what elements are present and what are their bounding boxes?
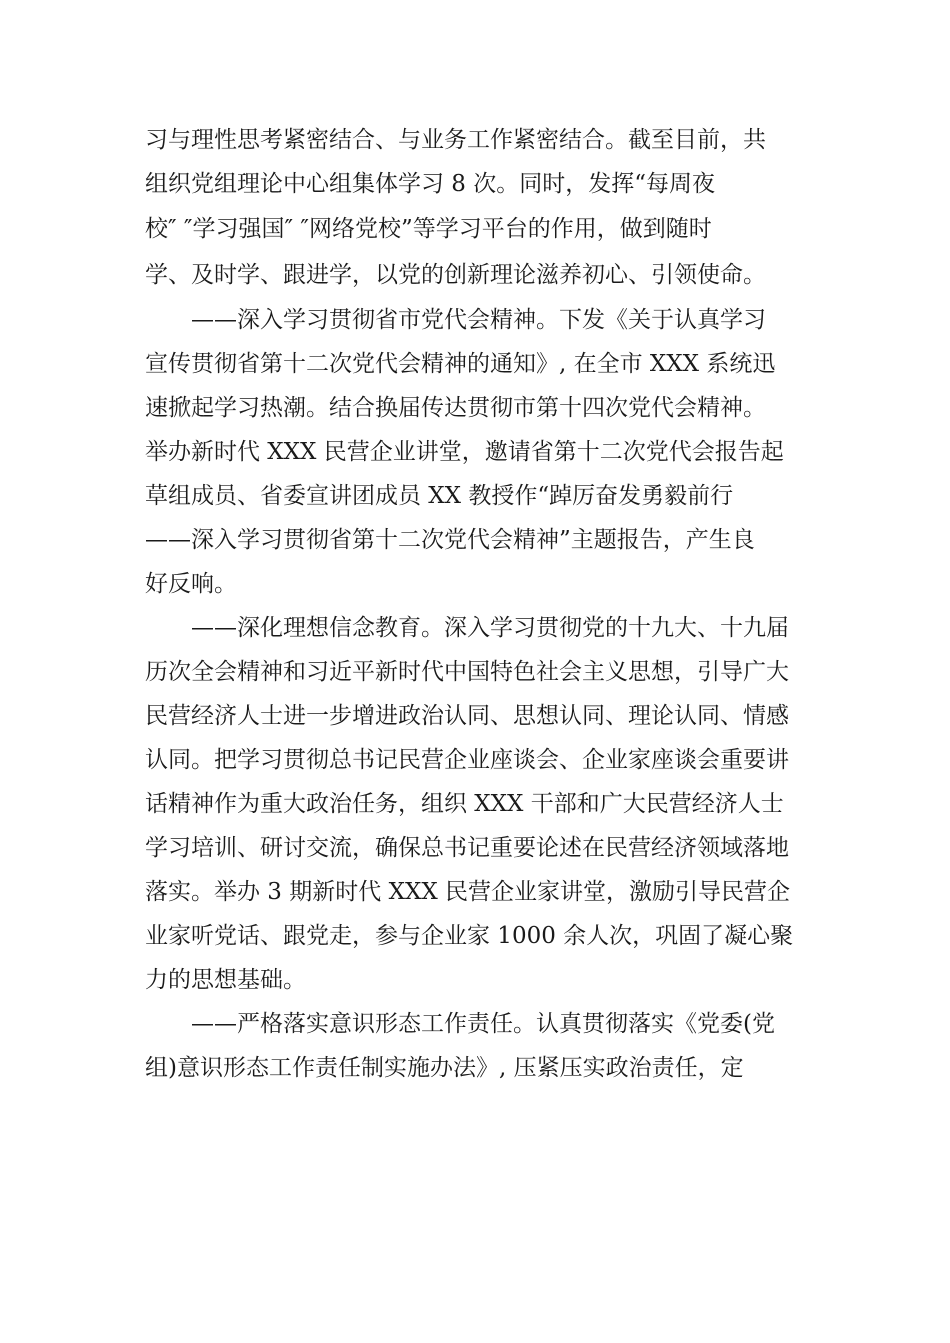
text-line: 组织党组理论中心组集体学习 8 次。同时，发挥“每周夜: [145, 171, 716, 197]
paragraph-start-line: ——严格落实意识形态工作责任。认真贯彻落实《党委(党: [191, 1011, 775, 1037]
text-line: 落实。举办 3 期新时代 XXX 民营企业家讲堂，激励引导民营企: [145, 879, 790, 905]
text-line: 历次全会精神和习近平新时代中国特色社会主义思想，引导广大: [145, 659, 789, 685]
text-line: 组)意识形态工作责任制实施办法》, 压紧压实政治责任，定: [145, 1055, 744, 1081]
text-line: 民营经济人士进一步增进政治认同、思想认同、理论认同、情感: [145, 703, 789, 729]
text-line: 校″ ″学习强国″ ″网络党校”等学习平台的作用，做到随时: [145, 216, 712, 242]
body-text: [145, 118, 825, 1090]
text-line: 好反响。: [145, 571, 237, 597]
text-line: 草组成员、省委宣讲团成员 XX 教授作“踔厉奋发勇毅前行: [145, 483, 734, 509]
text-line: 学习培训、研讨交流，确保总书记重要论述在民营经济领域落地: [145, 835, 789, 861]
text-line: 业家听党话、跟党走，参与企业家 1000 余人次，巩固了凝心聚: [145, 923, 794, 949]
paragraph-start-line: ——深化理想信念教育。深入学习贯彻党的十九大、十九届: [191, 615, 789, 641]
paragraph-start-line: ——深入学习贯彻省市党代会精神。下发《关于认真学习: [191, 307, 766, 333]
text-line: 力的思想基础。: [145, 967, 306, 993]
text-line: 举办新时代 XXX 民营企业讲堂，邀请省第十二次党代会报告起: [145, 439, 784, 465]
text-line: 认同。把学习贯彻总书记民营企业座谈会、企业家座谈会重要讲: [145, 747, 789, 773]
text-line: ——深入学习贯彻省第十二次党代会精神”主题报告，产生良: [145, 527, 755, 553]
text-line: 宣传贯彻省第十二次党代会精神的通知》, 在全市 XXX 系统迅: [145, 351, 776, 377]
text-line: 话精神作为重大政治任务，组织 XXX 干部和广大民营经济人士: [145, 791, 784, 817]
text-line: 速掀起学习热潮。结合换届传达贯彻市第十四次党代会精神。: [145, 395, 766, 421]
text-line: 学、及时学、跟进学，以党的创新理论滋养初心、引领使命。: [145, 262, 766, 288]
text-line: 习与理性思考紧密结合、与业务工作紧密结合。截至目前，共: [145, 127, 766, 153]
